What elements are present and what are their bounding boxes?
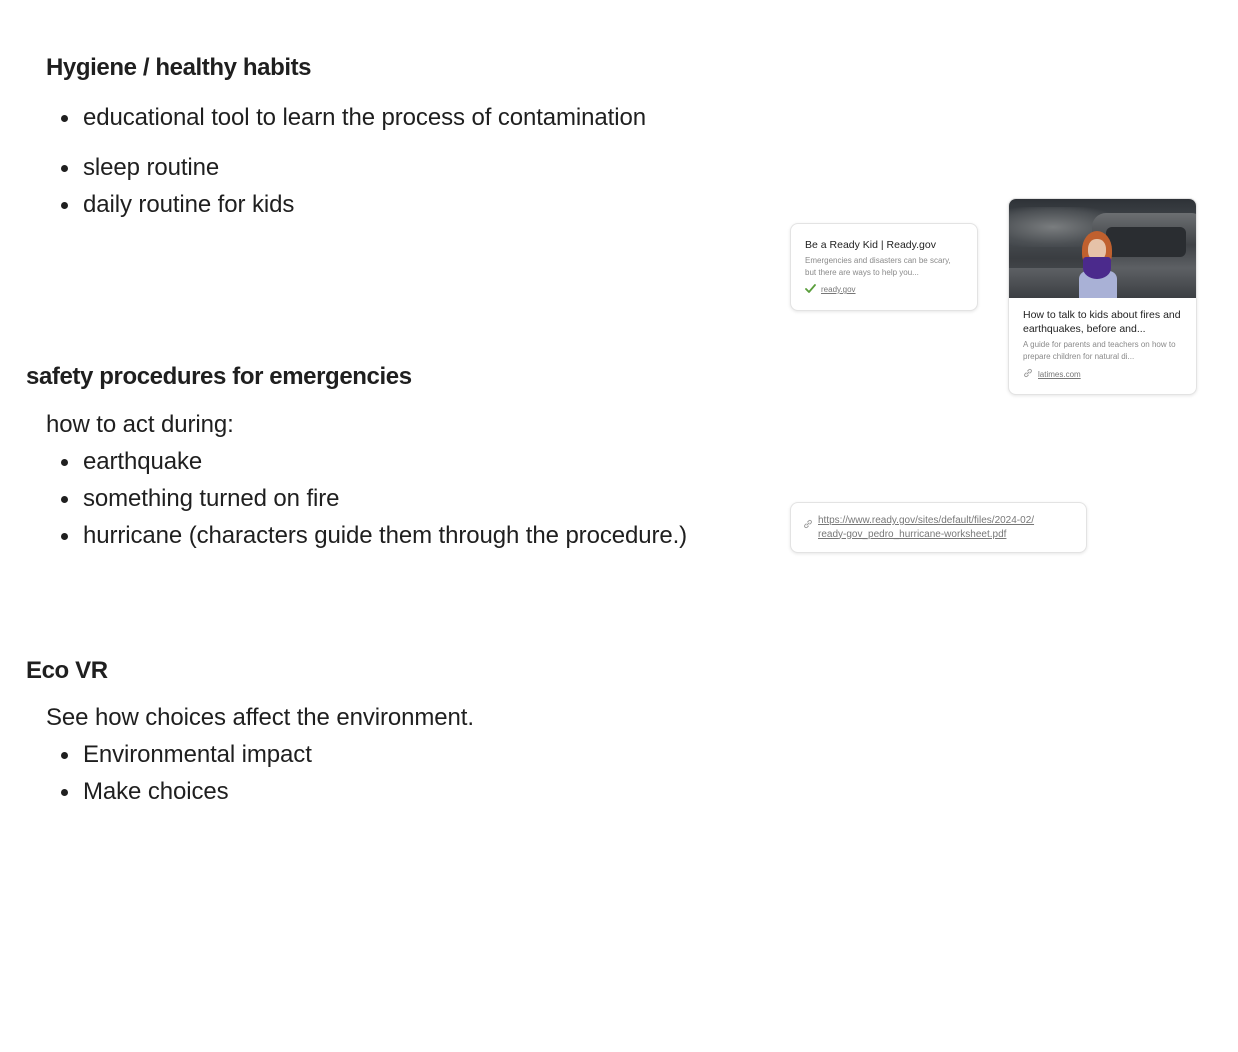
list-item-text: something turned on fire [83, 485, 340, 512]
section-heading-hygiene: Hygiene / healthy habits [46, 54, 312, 81]
link-card-thumbnail [1009, 199, 1196, 298]
checkmark-icon [805, 284, 816, 295]
section-intro-eco: See how choices affect the environment. [46, 704, 474, 731]
worksheet-url-line2: ready-gov_pedro_hurricane-worksheet.pdf [818, 528, 1007, 540]
link-card-description: A guide for parents and teachers on how to prepare children for natural di... [1023, 340, 1176, 361]
link-card-ready-kid[interactable] [790, 223, 978, 311]
bullet-icon [61, 496, 68, 503]
list-item [83, 743, 312, 767]
link-card-source-link[interactable]: latimes.com [1038, 369, 1081, 379]
link-icon [1023, 368, 1033, 380]
list-item [83, 450, 202, 474]
list-item [83, 106, 646, 130]
link-card-title: Be a Ready Kid | Ready.gov [805, 239, 936, 251]
list-item [83, 780, 229, 804]
link-card-latimes[interactable] [1008, 198, 1197, 395]
list-item-text: Environmental impact [83, 741, 312, 768]
list-item [83, 524, 687, 548]
bullet-icon [61, 533, 68, 540]
list-item [83, 193, 294, 217]
worksheet-url[interactable] [818, 514, 1034, 552]
list-item-text: sleep routine [83, 154, 220, 181]
bullet-icon [61, 115, 68, 122]
list-item-text: educational tool to learn the process of contamination [83, 104, 646, 131]
link-icon [803, 516, 813, 552]
bullet-icon [61, 752, 68, 759]
section-heading-safety: safety procedures for emergencies [26, 363, 412, 390]
list-item [83, 487, 339, 511]
link-card-worksheet[interactable] [790, 502, 1087, 553]
list-item-text: earthquake [83, 448, 203, 475]
list-item-text: Make choices [83, 778, 229, 805]
list-item [83, 156, 219, 180]
worksheet-url-line1: https://www.ready.gov/sites/default/files/2024-02/ [818, 515, 1035, 526]
bullet-icon [61, 459, 68, 466]
link-card-source [1023, 368, 1182, 380]
bullet-icon [61, 165, 68, 172]
list-item-text: daily routine for kids [83, 191, 295, 218]
link-card-title: How to talk to kids about fires and earthquakes, before and... [1023, 309, 1181, 335]
list-item-text: hurricane (characters guide them through the procedure.) [83, 522, 688, 549]
link-card-source-link[interactable]: ready.gov [821, 285, 856, 294]
link-card-description: Emergencies and disasters can be scary, but there are ways to help you... [805, 256, 951, 277]
bullet-icon [61, 789, 68, 796]
section-intro-safety: how to act during: [46, 411, 234, 438]
bullet-icon [61, 202, 68, 209]
section-heading-eco: Eco VR [26, 657, 108, 684]
link-card-source [805, 284, 963, 295]
